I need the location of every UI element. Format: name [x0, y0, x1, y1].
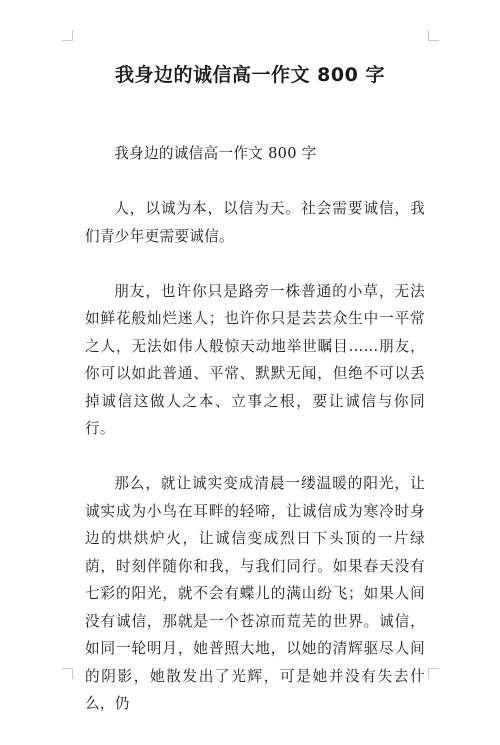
crop-mark-top-left	[62, 30, 73, 41]
document-body	[85, 140, 425, 745]
crop-mark-bottom-left	[62, 668, 73, 679]
paragraph-1: 人，以诚为本，以信为天。社会需要诚信，我们青少年更需要诚信。	[85, 200, 425, 245]
paragraph-3: 那么，就让诚实变成清晨一缕温暖的阳光，让诚实成为小鸟在耳畔的轻啼，让诚信成为寒冷时身边的烘烘炉火，让诚信变成烈日下头顶的一片绿荫，时刻伴随你和我，与我们同行。如果春天没有七彩的阳光，就不会有蝶儿的满山纷飞；如果人间没有诚信，那就是一个苍凉而荒芜的世界。诚信，如同一轮明月，她普照大地，以她的清辉驱尽人间的阴影，她散发出了光辉，可是她并没有失去什么，仍	[85, 475, 425, 712]
document-subtitle: 我身边的诚信高一作文 800 字	[114, 145, 317, 162]
document-title: 我身边的诚信高一作文 800 字	[115, 64, 385, 86]
crop-mark-bottom-right	[428, 668, 439, 679]
crop-mark-top-right	[428, 30, 439, 41]
paragraph-2: 朋友，也许你只是路旁一株普通的小草，无法如鲜花般灿烂迷人；也许你只是芸芸众生中一平常之人，无法如伟人般惊天动地举世瞩目……朋友，你可以如此普通、平常、默默无闻，但绝不可以丢掉诚信这做人之本、立事之根，要让诚信与你同行。	[85, 282, 425, 437]
